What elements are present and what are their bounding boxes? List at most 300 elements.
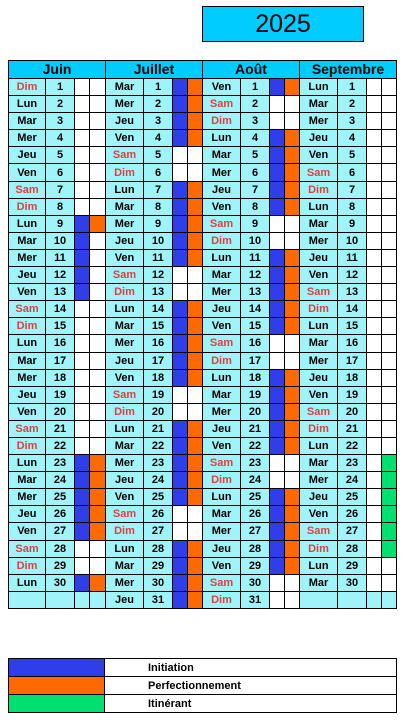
weekday-cell: Sam	[106, 506, 144, 523]
date-cell: 7	[144, 181, 173, 198]
initiation-mark	[270, 506, 285, 523]
date-cell: 22	[338, 437, 367, 454]
date-cell: 3	[46, 113, 75, 130]
weekday-cell: Jeu	[203, 181, 241, 198]
initiation-mark	[173, 591, 188, 608]
course-cell	[367, 386, 382, 403]
weekday-cell: Sam	[300, 164, 338, 181]
course-cell	[382, 147, 397, 164]
initiation-mark	[270, 130, 285, 147]
course-cell	[75, 437, 90, 454]
course-cell	[382, 181, 397, 198]
date-cell: 28	[144, 540, 173, 557]
weekday-cell: Sam	[203, 574, 241, 591]
course-cell	[90, 540, 106, 557]
date-cell: 15	[241, 318, 270, 335]
course-cell	[382, 113, 397, 130]
perfectionnement-mark	[188, 198, 203, 215]
course-cell	[367, 523, 382, 540]
weekday-cell: Lun	[9, 574, 46, 591]
course-cell	[90, 557, 106, 574]
initiation-mark	[173, 369, 188, 386]
perfectionnement-mark	[285, 130, 300, 147]
weekday-cell: Mer	[9, 489, 46, 506]
legend-label: Itinérant	[105, 695, 397, 713]
course-cell	[75, 164, 90, 181]
initiation-mark	[270, 267, 285, 284]
course-cell	[382, 284, 397, 301]
perfectionnement-mark	[188, 437, 203, 454]
initiation-mark	[270, 523, 285, 540]
calendar-row	[9, 232, 397, 249]
course-cell	[382, 79, 397, 96]
perfectionnement-mark	[285, 249, 300, 266]
calendar-row	[9, 267, 397, 284]
weekday-cell: Sam	[9, 301, 46, 318]
initiation-mark	[270, 164, 285, 181]
weekday-cell: Mar	[106, 198, 144, 215]
date-cell: 27	[338, 523, 367, 540]
weekday-cell: Lun	[300, 198, 338, 215]
initiation-mark	[173, 249, 188, 266]
date-cell: 10	[144, 232, 173, 249]
course-cell	[90, 249, 106, 266]
weekday-cell: Dim	[300, 420, 338, 437]
itinerant-mark	[382, 540, 397, 557]
perfectionnement-mark	[285, 489, 300, 506]
weekday-cell: Mar	[300, 96, 338, 113]
legend-row	[9, 677, 397, 695]
weekday-cell: Dim	[106, 284, 144, 301]
course-cell	[173, 284, 188, 301]
weekday-cell: Lun	[300, 318, 338, 335]
course-cell	[75, 403, 90, 420]
course-cell	[75, 198, 90, 215]
course-cell	[90, 181, 106, 198]
legend-swatch	[9, 677, 105, 695]
perfectionnement-mark	[188, 489, 203, 506]
perfectionnement-mark	[188, 113, 203, 130]
weekday-cell: Dim	[203, 232, 241, 249]
course-cell	[90, 164, 106, 181]
course-cell	[285, 455, 300, 472]
course-cell	[90, 420, 106, 437]
course-cell	[270, 215, 285, 232]
weekday-cell: Dim	[106, 403, 144, 420]
perfectionnement-mark	[188, 249, 203, 266]
weekday-cell: Dim	[300, 540, 338, 557]
weekday-cell: Lun	[300, 437, 338, 454]
weekday-cell: Jeu	[106, 113, 144, 130]
weekday-cell: Lun	[203, 369, 241, 386]
date-cell: 2	[144, 96, 173, 113]
month-header: Juin	[9, 61, 106, 79]
course-cell	[285, 113, 300, 130]
weekday-cell: Lun	[300, 557, 338, 574]
weekday-cell: Ven	[203, 557, 241, 574]
date-cell: 13	[241, 284, 270, 301]
weekday-cell: Sam	[300, 403, 338, 420]
date-cell: 9	[46, 215, 75, 232]
date-cell: 23	[338, 455, 367, 472]
weekday-cell: Mar	[203, 386, 241, 403]
perfectionnement-mark	[285, 369, 300, 386]
date-cell: 23	[46, 455, 75, 472]
date-cell: 8	[144, 198, 173, 215]
course-cell	[75, 318, 90, 335]
course-cell	[173, 147, 188, 164]
weekday-cell: Mar	[203, 506, 241, 523]
weekday-cell: Jeu	[106, 591, 144, 608]
course-cell	[382, 215, 397, 232]
course-cell	[75, 591, 90, 608]
date-cell: 25	[144, 489, 173, 506]
course-cell	[367, 284, 382, 301]
date-cell: 29	[241, 557, 270, 574]
date-cell: 19	[241, 386, 270, 403]
date-cell: 9	[241, 215, 270, 232]
date-cell: 12	[241, 267, 270, 284]
weekday-cell: Jeu	[9, 506, 46, 523]
initiation-mark	[173, 198, 188, 215]
weekday-cell: Ven	[9, 403, 46, 420]
weekday-cell: Jeu	[9, 267, 46, 284]
initiation-mark	[173, 437, 188, 454]
perfectionnement-mark	[188, 472, 203, 489]
date-cell: 26	[46, 506, 75, 523]
date-cell: 12	[144, 267, 173, 284]
date-cell: 5	[241, 147, 270, 164]
calendar-row	[9, 249, 397, 266]
weekday-cell: Ven	[9, 284, 46, 301]
course-cell	[285, 232, 300, 249]
calendar-row	[9, 574, 397, 591]
initiation-mark	[173, 574, 188, 591]
course-cell	[382, 352, 397, 369]
initiation-mark	[173, 113, 188, 130]
weekday-cell: Mer	[300, 352, 338, 369]
perfectionnement-mark	[285, 506, 300, 523]
weekday-cell: Ven	[9, 164, 46, 181]
course-cell	[367, 437, 382, 454]
course-cell	[367, 79, 382, 96]
itinerant-mark	[382, 455, 397, 472]
date-cell: 7	[241, 181, 270, 198]
course-cell	[367, 455, 382, 472]
initiation-mark	[270, 420, 285, 437]
calendar-row	[9, 79, 397, 96]
date-cell: 15	[46, 318, 75, 335]
date-cell: 12	[338, 267, 367, 284]
perfectionnement-mark	[90, 506, 106, 523]
course-cell	[367, 96, 382, 113]
weekday-cell: Dim	[203, 591, 241, 608]
weekday-cell: Dim	[300, 181, 338, 198]
perfectionnement-mark	[188, 352, 203, 369]
perfectionnement-mark	[188, 591, 203, 608]
weekday-cell: Mar	[203, 147, 241, 164]
weekday-cell: Ven	[106, 130, 144, 147]
course-cell	[188, 267, 203, 284]
date-cell: 24	[241, 472, 270, 489]
calendar-row	[9, 113, 397, 130]
month-header: Juillet	[106, 61, 203, 79]
date-cell: 29	[144, 557, 173, 574]
course-cell	[367, 164, 382, 181]
perfectionnement-mark	[90, 472, 106, 489]
weekday-cell: Ven	[300, 386, 338, 403]
itinerant-mark	[382, 506, 397, 523]
date-cell: 10	[46, 232, 75, 249]
course-cell	[270, 472, 285, 489]
legend-row	[9, 659, 397, 677]
legend-label: Perfectionnement	[105, 677, 397, 695]
calendar-row	[9, 420, 397, 437]
initiation-mark	[173, 557, 188, 574]
weekday-cell: Mer	[203, 523, 241, 540]
weekday-cell: Mer	[203, 284, 241, 301]
weekday-cell: Sam	[106, 386, 144, 403]
date-cell: 4	[46, 130, 75, 147]
course-cell	[285, 574, 300, 591]
date-cell: 16	[144, 335, 173, 352]
perfectionnement-mark	[285, 301, 300, 318]
legend	[8, 658, 397, 713]
weekday-cell: Mer	[106, 335, 144, 352]
course-cell	[90, 403, 106, 420]
legend-row	[9, 695, 397, 713]
perfectionnement-mark	[285, 523, 300, 540]
course-cell	[90, 113, 106, 130]
initiation-mark	[75, 523, 90, 540]
calendar-row	[9, 540, 397, 557]
perfectionnement-mark	[188, 420, 203, 437]
calendar-row	[9, 437, 397, 454]
calendar-row	[9, 130, 397, 147]
weekday-cell: Mar	[300, 215, 338, 232]
initiation-mark	[75, 232, 90, 249]
date-cell: 14	[241, 301, 270, 318]
course-cell	[75, 130, 90, 147]
course-cell	[270, 352, 285, 369]
course-cell	[367, 591, 382, 608]
course-cell	[367, 249, 382, 266]
weekday-cell: Sam	[203, 215, 241, 232]
legend-swatch	[9, 659, 105, 677]
initiation-mark	[75, 284, 90, 301]
course-cell	[270, 455, 285, 472]
date-cell: 22	[144, 437, 173, 454]
weekday-cell: Mer	[300, 472, 338, 489]
course-cell	[173, 403, 188, 420]
date-cell: 3	[144, 113, 173, 130]
weekday-cell	[9, 591, 46, 608]
course-cell	[90, 284, 106, 301]
initiation-mark	[270, 181, 285, 198]
course-cell	[382, 369, 397, 386]
date-cell: 18	[46, 369, 75, 386]
initiation-mark	[270, 318, 285, 335]
perfectionnement-mark	[188, 301, 203, 318]
date-cell: 19	[144, 386, 173, 403]
weekday-cell: Dim	[300, 301, 338, 318]
course-cell	[90, 96, 106, 113]
calendar-row	[9, 96, 397, 113]
course-cell	[367, 472, 382, 489]
course-cell	[367, 540, 382, 557]
course-cell	[382, 130, 397, 147]
perfectionnement-mark	[285, 267, 300, 284]
date-cell: 24	[144, 472, 173, 489]
date-cell: 11	[338, 249, 367, 266]
date-cell: 25	[241, 489, 270, 506]
course-cell	[90, 198, 106, 215]
weekday-cell: Sam	[203, 96, 241, 113]
date-cell: 14	[46, 301, 75, 318]
date-cell: 20	[144, 403, 173, 420]
initiation-mark	[270, 489, 285, 506]
calendar-row	[9, 557, 397, 574]
weekday-cell: Jeu	[106, 472, 144, 489]
course-cell	[75, 540, 90, 557]
weekday-cell: Dim	[106, 164, 144, 181]
perfectionnement-mark	[188, 455, 203, 472]
initiation-mark	[75, 249, 90, 266]
date-cell: 26	[144, 506, 173, 523]
legend-label: Initiation	[105, 659, 397, 677]
weekday-cell: Mar	[300, 574, 338, 591]
perfectionnement-mark	[188, 181, 203, 198]
initiation-mark	[173, 489, 188, 506]
course-cell	[367, 130, 382, 147]
weekday-cell: Jeu	[9, 386, 46, 403]
date-cell: 21	[241, 420, 270, 437]
perfectionnement-mark	[285, 557, 300, 574]
calendar-row	[9, 523, 397, 540]
perfectionnement-mark	[90, 523, 106, 540]
course-cell	[90, 147, 106, 164]
weekday-cell: Jeu	[106, 352, 144, 369]
itinerant-mark	[382, 489, 397, 506]
course-cell	[367, 335, 382, 352]
date-cell: 25	[46, 489, 75, 506]
initiation-mark	[173, 301, 188, 318]
weekday-cell: Mer	[9, 369, 46, 386]
course-cell	[173, 386, 188, 403]
weekday-cell: Mar	[300, 455, 338, 472]
course-cell	[382, 301, 397, 318]
initiation-mark	[173, 232, 188, 249]
weekday-cell: Dim	[9, 437, 46, 454]
perfectionnement-mark	[285, 437, 300, 454]
weekday-cell: Mer	[203, 164, 241, 181]
date-cell: 22	[46, 437, 75, 454]
perfectionnement-mark	[285, 318, 300, 335]
course-cell	[90, 335, 106, 352]
calendar-row	[9, 215, 397, 232]
weekday-cell: Ven	[300, 267, 338, 284]
perfectionnement-mark	[188, 130, 203, 147]
calendar-grid	[8, 60, 397, 609]
date-cell: 30	[144, 574, 173, 591]
perfectionnement-mark	[188, 557, 203, 574]
weekday-cell: Mar	[9, 472, 46, 489]
date-cell: 2	[46, 96, 75, 113]
course-cell	[367, 215, 382, 232]
course-cell	[367, 403, 382, 420]
date-cell: 15	[144, 318, 173, 335]
weekday-cell: Lun	[9, 215, 46, 232]
date-cell: 9	[338, 215, 367, 232]
initiation-mark	[173, 79, 188, 96]
initiation-mark	[270, 540, 285, 557]
weekday-cell: Jeu	[300, 489, 338, 506]
date-cell: 13	[144, 284, 173, 301]
date-cell: 19	[46, 386, 75, 403]
course-cell	[270, 96, 285, 113]
weekday-cell: Mer	[300, 232, 338, 249]
course-cell	[188, 506, 203, 523]
course-cell	[90, 369, 106, 386]
date-cell: 26	[241, 506, 270, 523]
weekday-cell: Jeu	[203, 540, 241, 557]
course-cell	[90, 386, 106, 403]
date-cell: 27	[46, 523, 75, 540]
perfectionnement-mark	[188, 96, 203, 113]
date-cell: 17	[144, 352, 173, 369]
date-cell: 5	[46, 147, 75, 164]
date-cell: 2	[241, 96, 270, 113]
weekday-cell: Mar	[106, 318, 144, 335]
course-cell	[188, 403, 203, 420]
weekday-cell: Lun	[106, 301, 144, 318]
initiation-mark	[270, 301, 285, 318]
perfectionnement-mark	[188, 79, 203, 96]
perfectionnement-mark	[188, 369, 203, 386]
weekday-cell: Lun	[9, 96, 46, 113]
date-cell: 20	[241, 403, 270, 420]
weekday-cell: Jeu	[9, 147, 46, 164]
weekday-cell: Dim	[9, 79, 46, 96]
course-cell	[382, 420, 397, 437]
course-cell	[382, 591, 397, 608]
weekday-cell: Jeu	[203, 301, 241, 318]
weekday-cell: Mar	[106, 437, 144, 454]
date-cell: 18	[338, 369, 367, 386]
weekday-cell: Mer	[106, 215, 144, 232]
course-cell	[285, 352, 300, 369]
course-cell	[382, 386, 397, 403]
date-cell: 13	[338, 284, 367, 301]
course-cell	[285, 591, 300, 608]
weekday-cell: Dim	[9, 318, 46, 335]
course-cell	[90, 267, 106, 284]
weekday-cell: Ven	[9, 523, 46, 540]
calendar-row	[9, 335, 397, 352]
calendar-row	[9, 164, 397, 181]
date-cell: 10	[241, 232, 270, 249]
weekday-cell: Mer	[300, 113, 338, 130]
date-cell: 17	[241, 352, 270, 369]
initiation-mark	[75, 215, 90, 232]
perfectionnement-mark	[285, 420, 300, 437]
date-cell: 6	[46, 164, 75, 181]
initiation-mark	[173, 181, 188, 198]
course-cell	[382, 198, 397, 215]
course-cell	[75, 79, 90, 96]
course-cell	[188, 164, 203, 181]
course-cell	[367, 352, 382, 369]
